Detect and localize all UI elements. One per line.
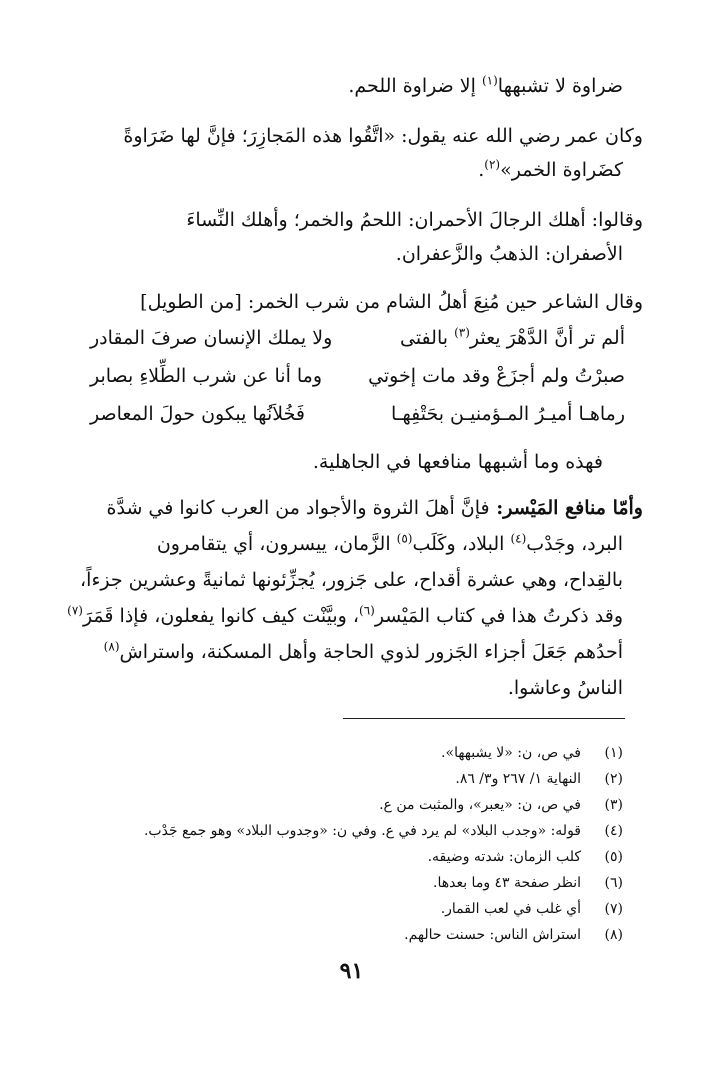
verse-1 bbox=[90, 320, 625, 356]
text-segment: البرد، وجَدْب bbox=[526, 533, 623, 555]
footnote-number: (٨) bbox=[604, 927, 623, 943]
footnote-2 bbox=[455, 768, 623, 790]
verse-3 bbox=[90, 396, 625, 432]
maysir-line-2 bbox=[157, 526, 623, 562]
footnote-number: (٤) bbox=[604, 823, 623, 839]
paragraph-3-line-2 bbox=[396, 236, 623, 272]
footnote-text: كلب الزمان: شدته وضيقه. bbox=[427, 849, 581, 865]
poem-intro bbox=[140, 284, 643, 320]
page-number: ٩١ bbox=[339, 958, 364, 984]
verse-2-second-hemistich: وما أنا عن شرب الطِّلاءِ بصابر bbox=[90, 365, 323, 387]
verse-1-second-hemistich: ولا يملك الإنسان صرفَ المقادر bbox=[90, 327, 333, 349]
footnote-text: النهاية ١/ ٢٦٧ و٣/ ٨٦. bbox=[455, 771, 581, 787]
maysir-line-4 bbox=[67, 598, 623, 634]
text-segment: . bbox=[478, 159, 485, 181]
text-segment: وقال الشاعر حين مُنِعَ أهلُ الشام من شرب الخمر: [من الطويل] bbox=[140, 291, 643, 313]
footnote-ref-2[interactable]: (٢) bbox=[484, 157, 501, 172]
paragraph-2-line-1 bbox=[123, 118, 643, 154]
footnote-ref-3[interactable]: (٣) bbox=[454, 325, 470, 340]
paragraph-3-line-1 bbox=[186, 202, 643, 238]
text-segment: كضَراوة الخمر» bbox=[500, 159, 623, 181]
text-segment: أحدُهم جَعَلَ أجزاء الجَزور لذوي الحاجة وأهل المسكنة، واستراش bbox=[119, 641, 623, 663]
footnote-3 bbox=[379, 794, 623, 816]
footnote-ref-6[interactable]: (٦) bbox=[359, 603, 375, 618]
footnote-7 bbox=[441, 898, 623, 920]
maysir-line-5 bbox=[104, 634, 623, 670]
text-segment: البلاد، وكَلَب bbox=[412, 533, 511, 555]
footnote-number: (٥) bbox=[604, 849, 623, 865]
footnote-number: (٣) bbox=[604, 797, 623, 813]
text-segment: وكان عمر رضي الله عنه يقول: «اتَّقُوا هذه المَجازِرَ؛ فإنَّ لها ضَرَاوةً bbox=[123, 125, 643, 147]
footnote-number: (٦) bbox=[604, 875, 623, 891]
paragraph-2-line-2 bbox=[478, 152, 623, 188]
verse-1-first-hemistich bbox=[400, 320, 625, 356]
footnote-ref-7[interactable]: (٧) bbox=[67, 603, 83, 618]
text-segment: بالفتى bbox=[399, 327, 455, 349]
footnote-ref-1[interactable]: (١) bbox=[481, 73, 498, 88]
paragraph-1-line-1 bbox=[348, 68, 623, 104]
verse-3-second-hemistich: فَخُلاَنُها يبكون حولَ المعاصر bbox=[90, 403, 305, 425]
footnote-text: في ص، ن: «لا يشبهها». bbox=[441, 745, 581, 761]
maysir-heading: وأمّا منافع المَيْسر: bbox=[489, 497, 643, 519]
text-segment: وقد ذكرتُ هذا في كتاب المَيْسر bbox=[374, 605, 623, 627]
footnote-8 bbox=[404, 924, 623, 946]
text-segment: ضراوة لا تشبهها bbox=[497, 75, 623, 97]
footnote-divider bbox=[343, 718, 625, 719]
maysir-line-1 bbox=[107, 490, 643, 526]
footnote-text: انظر صفحة ٤٣ وما بعدها. bbox=[433, 875, 581, 891]
text-segment: الزَّمان، ييسرون، أي يتقامرون bbox=[156, 533, 397, 555]
maysir-line-6: الناسُ وعاشوا. bbox=[507, 677, 623, 699]
footnote-text: استراش الناس: حسنت حالهم. bbox=[404, 927, 581, 943]
maysir-line-3: بالقِداح، وهي عشرة أقداح، على جَزور، يُجزِّئونها ثمانيةً وعشرين جزءاً، bbox=[80, 569, 623, 591]
footnote-5 bbox=[428, 846, 623, 868]
footnote-number: (٧) bbox=[604, 901, 623, 917]
text-segment: وقالوا: أهلك الرجالَ الأحمران: اللحمُ والخمر؛ وأهلك النِّساءَ bbox=[186, 209, 643, 231]
footnote-4 bbox=[144, 820, 623, 842]
footnote-6 bbox=[433, 872, 623, 894]
text-segment: الأصفران: الذهبُ والزَّعفران. bbox=[395, 243, 623, 265]
text-segment: إلا ضراوة اللحم. bbox=[348, 75, 482, 97]
footnote-number: (٢) bbox=[604, 771, 623, 787]
footnote-ref-8[interactable]: (٨) bbox=[103, 639, 120, 654]
footnote-number: (١) bbox=[604, 745, 623, 761]
verse-2-first-hemistich: صبرْتُ ولم أجزَعْ وقد مات إخوتي bbox=[368, 365, 625, 387]
text-segment: فإنَّ أهلَ الثروة والأجواد من العرب كانوا في شدَّة bbox=[106, 497, 490, 519]
after-verse-line: فهذه وما أشبهها منافعها في الجاهلية. bbox=[312, 451, 603, 473]
footnote-text: قوله: «وجدب البلاد» لم يرد في ع. وفي ن: «وجدوب البلاد» وهو جمع جَدْب. bbox=[143, 823, 581, 839]
verse-2 bbox=[90, 358, 625, 394]
text-segment: ، وبيَّنْت كيف كانوا يفعلون، فإذا قَمَرَ bbox=[82, 605, 359, 627]
footnote-text: في ص، ن: «يعبر»، والمثبت من ع. bbox=[379, 797, 581, 813]
footnote-text: أي غلب في لعب القمار. bbox=[440, 901, 581, 917]
footnote-ref-4[interactable]: (٤) bbox=[510, 531, 527, 546]
text-segment: ألم تر أنَّ الدَّهْرَ يعثر bbox=[469, 327, 625, 349]
footnote-ref-5[interactable]: (٥) bbox=[396, 531, 413, 546]
footnote-1 bbox=[441, 742, 623, 764]
verse-3-first-hemistich: رماهـا أميـرُ المـؤمنيـن بحَتْفِهـا bbox=[391, 403, 625, 425]
